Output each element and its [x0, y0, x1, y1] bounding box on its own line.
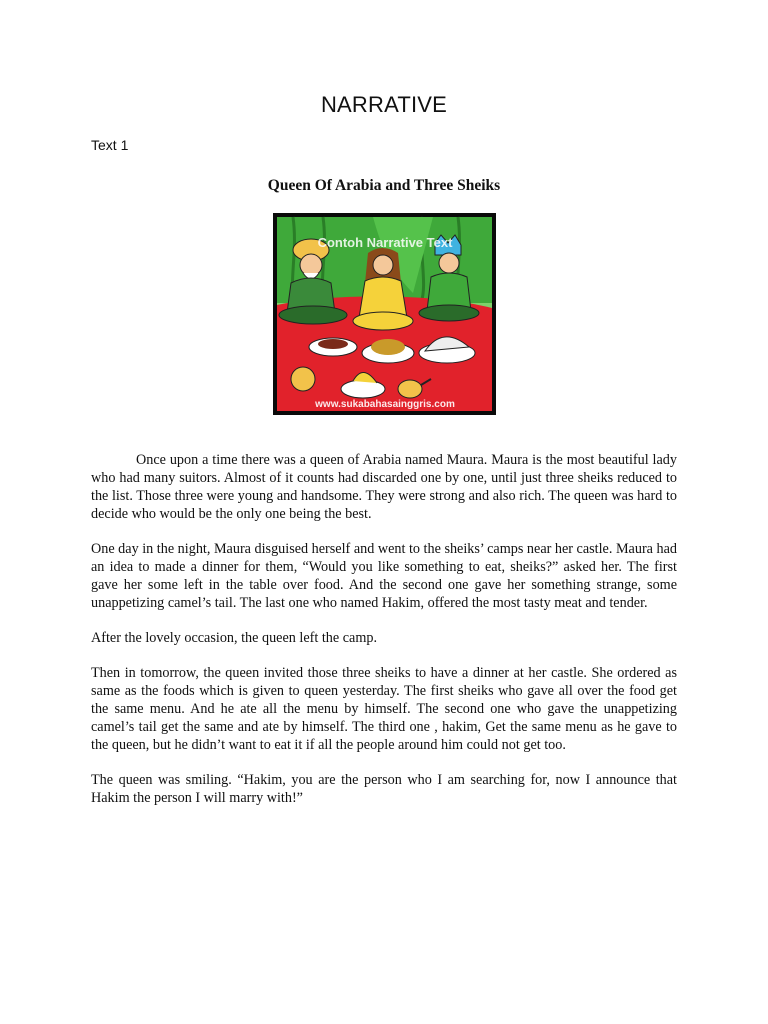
paragraph-4: Then in tomorrow, the queen invited those three sheiks to have a dinner at her castle. She ordered as same as the foods which is given to queen yesterday. The first sheiks who gave all over the food get the same menu. And he ate all the menu by himself. The second one who gave the unappetizing camel’s tail get the same and ate by himself. The third one , hakim, Get the same menu as he gave to the queen, but he didn’t want to eat it if all the people around him could not get too.: [91, 665, 677, 753]
document-heading: NARRATIVE: [320, 92, 448, 117]
paragraph-5: The queen was smiling. “Hakim, you are the person who I am searching for, now I announce that Hakim the person I will marry with!”: [91, 772, 677, 806]
story-body: [91, 451, 677, 824]
illustration-watermark-bottom: www.sukabahasainggris.com: [315, 399, 455, 410]
illustration-watermark-top: Contoh Narrative Text: [317, 235, 453, 250]
story-illustration: [273, 213, 496, 415]
story-title: Queen Of Arabia and Three Sheiks: [267, 177, 501, 194]
paragraph-3: After the lovely occasion, the queen left the camp.: [91, 630, 378, 646]
section-label: Text 1: [91, 137, 129, 153]
paragraph-1: Once upon a time there was a queen of Arabia named Maura. Maura is the most beautiful lady who had many suitors. Almost of it counts had discarded one by one, until just three sheiks reduced to the list. Those three were young and handsome. They were strong and also rich. The queen was hard to decide who would be the only one being the best.: [91, 452, 677, 522]
paragraph-2: One day in the night, Maura disguised herself and went to the sheiks’ camps near her castle. Maura had an idea to made a dinner for them, “Would you like something to eat, sheiks?” asked her. The first gave her some left in the table over food. And the second one gave her something strange, some unappetizing camel’s tail. The last one who named Hakim, offered the most tasty meat and tender.: [91, 541, 677, 611]
